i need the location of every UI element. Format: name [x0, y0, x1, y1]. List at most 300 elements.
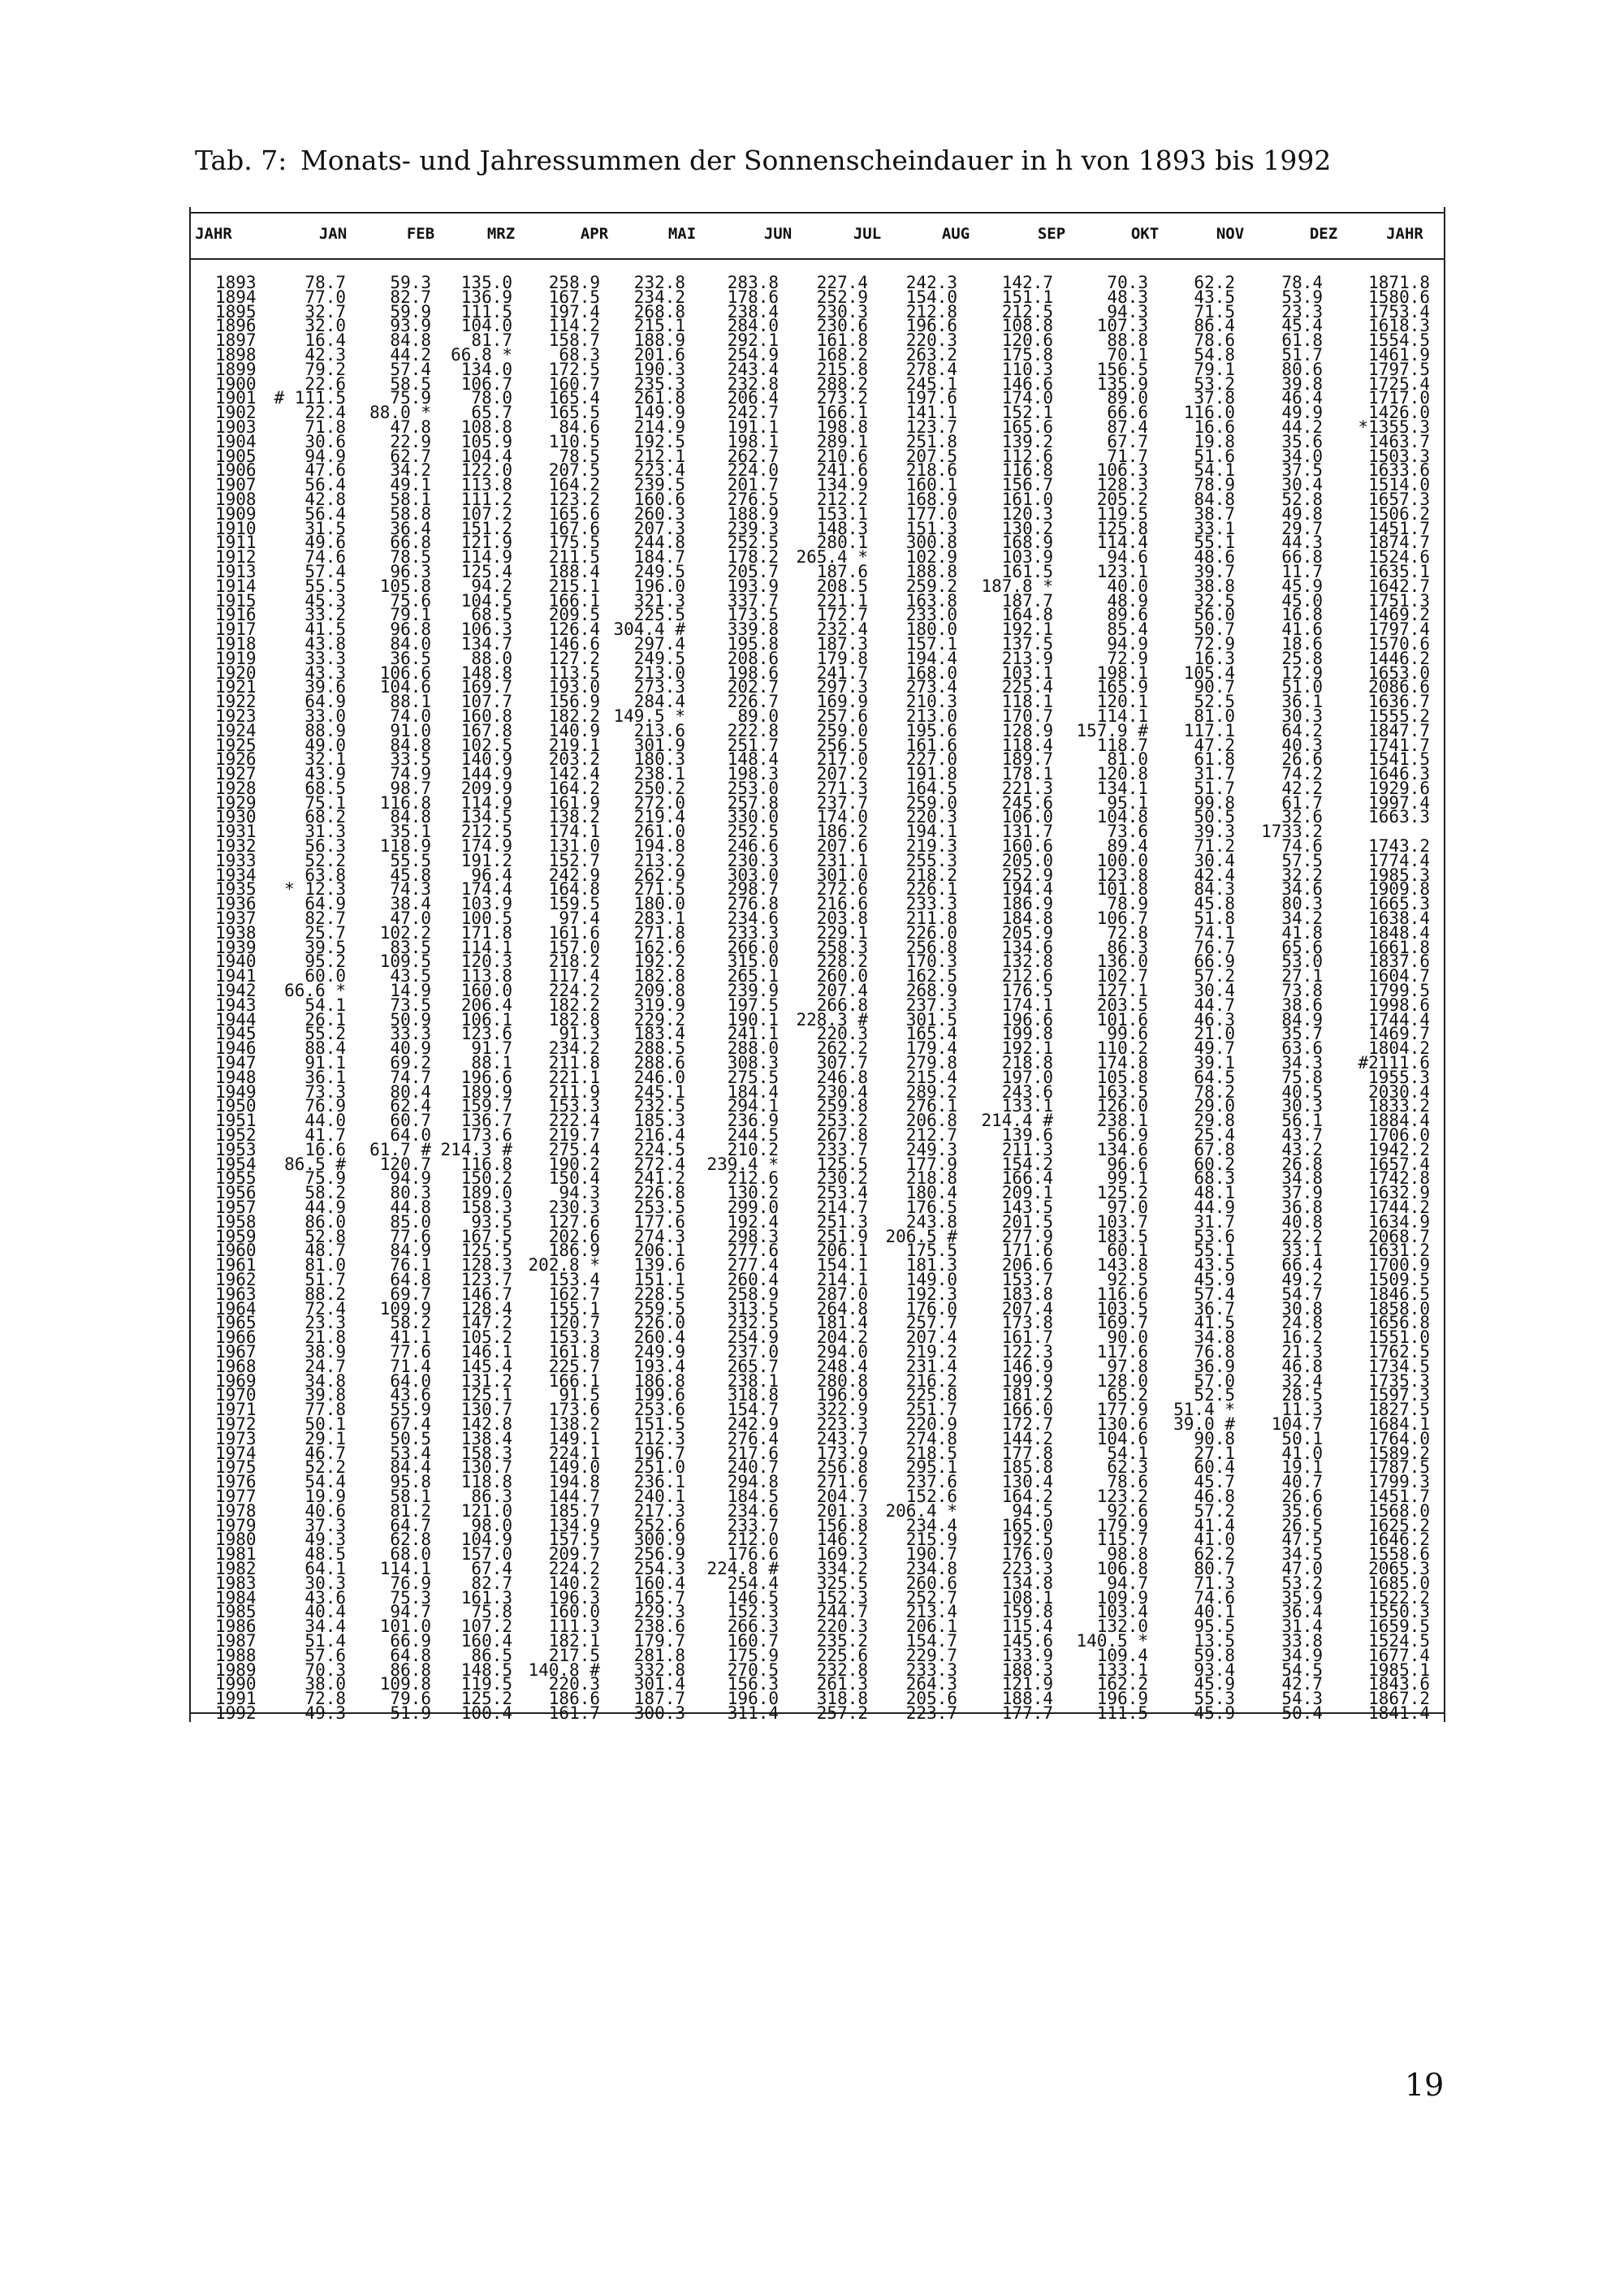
value-cell: 173.9: [816, 1443, 868, 1463]
value-cell: 90.8: [1194, 1428, 1235, 1448]
value-cell: 1787.5: [1368, 1457, 1430, 1478]
value-cell: 185.7: [548, 1500, 600, 1521]
value-cell: 275.5: [727, 1067, 779, 1087]
value-cell: 203.2: [548, 749, 600, 770]
value-cell: 146.6: [1001, 373, 1053, 394]
value-cell: 262.2: [816, 1038, 868, 1059]
value-cell: 117.4: [548, 966, 600, 986]
value-cell: 41.7: [304, 1125, 346, 1146]
value-cell: 110.5: [548, 431, 600, 451]
value-cell: 280.8: [816, 1370, 868, 1391]
value-cell: 303.0: [727, 865, 779, 885]
value-cell: 1446.2: [1368, 648, 1430, 668]
year-cell: 1943: [215, 995, 257, 1015]
value-cell: 283.8: [727, 273, 779, 292]
value-cell: 227.4: [816, 273, 868, 292]
value-cell: 67.4: [390, 1414, 431, 1434]
value-cell: 165.4: [548, 388, 600, 408]
value-cell: 1799.5: [1368, 981, 1430, 1001]
value-cell: 173.6: [548, 1400, 600, 1420]
value-cell: 174.0: [816, 807, 868, 827]
value-cell: 150.4: [548, 1168, 600, 1189]
value-cell: 1469.7: [1368, 1024, 1430, 1044]
value-cell: 127.2: [548, 648, 600, 668]
value-cell: 123.1: [1096, 561, 1148, 581]
value-cell: 186.8: [633, 1370, 685, 1391]
value-cell: 88.8: [1107, 330, 1148, 351]
value-cell: 69.7: [390, 1284, 431, 1304]
value-cell: 44.0: [304, 1111, 346, 1131]
value-cell: 12.9: [1281, 663, 1323, 683]
year-cell: 1979: [215, 1515, 257, 1535]
value-cell: 158.7: [548, 330, 600, 351]
value-cell: 211.3: [1001, 1139, 1053, 1159]
value-cell: 192.1: [1001, 619, 1053, 640]
value-cell: 179.8: [816, 648, 868, 668]
value-cell: 71.3: [1194, 1573, 1235, 1593]
value-cell: 118.8: [460, 1472, 512, 1492]
value-cell: 167.6: [548, 518, 600, 538]
year-cell: 1937: [215, 909, 257, 929]
value-cell: 40.9: [390, 1038, 431, 1059]
value-cell: 117.6: [1096, 1341, 1148, 1362]
value-cell: 179.4: [905, 1038, 957, 1059]
value-cell: 22.2: [1281, 1226, 1323, 1246]
value-cell: 125.8: [1096, 518, 1148, 538]
value-cell: 160.4: [633, 1573, 685, 1593]
value-cell: 51.7: [304, 1269, 346, 1289]
value-cell: 162.2: [1096, 1674, 1148, 1694]
value-cell: 198.1: [1096, 663, 1148, 683]
value-cell: 45.9: [1194, 1269, 1235, 1289]
value-cell: 233.0: [905, 605, 957, 625]
value-cell: 94.7: [1107, 1573, 1148, 1593]
value-cell: 194.1: [905, 822, 957, 842]
value-cell: 35.6: [1281, 431, 1323, 451]
value-cell: 1985.3: [1368, 865, 1430, 885]
year-cell: 1934: [215, 865, 257, 885]
value-cell: 202.8 *: [528, 1255, 600, 1275]
value-cell: 206.4: [460, 995, 512, 1015]
value-cell: 168.9: [1001, 533, 1053, 553]
value-cell: 31.7: [1194, 764, 1235, 784]
year-cell: 1953: [215, 1139, 257, 1159]
value-cell: 120.6: [1001, 330, 1053, 351]
value-cell: 36.9: [1194, 1356, 1235, 1376]
value-cell: 198.8: [816, 417, 868, 437]
caption-title: Monats- und Jahressummen der Sonnenscheindauer in h von 1893 bis 1992: [300, 145, 1332, 176]
value-cell: 168.0: [905, 663, 957, 683]
value-cell: 221.1: [548, 1067, 600, 1087]
value-cell: 209.7: [548, 1544, 600, 1565]
value-cell: 125.1: [460, 1385, 512, 1405]
value-cell: 1858.0: [1368, 1298, 1430, 1319]
value-cell: 39.7: [1194, 561, 1235, 581]
value-cell: 300.9: [633, 1530, 685, 1550]
value-cell: 1867.2: [1368, 1689, 1430, 1709]
value-cell: 148.8: [460, 663, 512, 683]
value-cell: 213.4: [905, 1602, 957, 1622]
value-cell: 101.8: [1096, 879, 1148, 900]
value-cell: 51.4 *: [1173, 1400, 1235, 1420]
value-cell: 58.1: [390, 489, 431, 509]
value-cell: 223.7: [905, 1703, 957, 1723]
value-cell: 74.0: [390, 706, 431, 726]
value-cell: 171.6: [1001, 1241, 1053, 1261]
column-header-jahr: JAHR: [195, 225, 232, 243]
value-cell: 207.4: [905, 1327, 957, 1348]
value-cell: 204.2: [816, 1327, 868, 1348]
value-cell: 70.1: [1107, 344, 1148, 365]
value-cell: 47.0: [1281, 1558, 1323, 1578]
value-cell: 1841.4: [1368, 1703, 1430, 1723]
value-cell: 221.1: [816, 590, 868, 611]
value-cell: 76.9: [390, 1573, 431, 1593]
value-cell: 56.9: [1107, 1125, 1148, 1146]
value-cell: 252.9: [1001, 865, 1053, 885]
value-cell: 229.7: [905, 1645, 957, 1665]
value-cell: 238.1: [633, 764, 685, 784]
year-cell: 1927: [215, 764, 257, 784]
value-cell: 78.0: [471, 388, 512, 408]
value-cell: 234.4: [905, 1515, 957, 1535]
value-cell: 145.4: [460, 1356, 512, 1376]
value-cell: 1846.5: [1368, 1284, 1430, 1304]
value-cell: 1871.8: [1368, 273, 1430, 292]
value-cell: 230.4: [816, 1081, 868, 1102]
column-header-okt: OKT: [1130, 225, 1160, 243]
value-cell: 51.7: [1194, 778, 1235, 798]
value-cell: 97.0: [1107, 1198, 1148, 1217]
value-cell: 95.8: [390, 1472, 431, 1492]
value-cell: 1797.5: [1368, 359, 1430, 379]
year-cell: 1958: [215, 1211, 257, 1232]
value-cell: 120.3: [460, 952, 512, 972]
value-cell: 113.8: [460, 966, 512, 986]
value-cell: 111.3: [548, 1616, 600, 1637]
value-cell: 149.0: [548, 1457, 600, 1478]
value-cell: 50.5: [390, 1428, 431, 1448]
value-cell: 64.9: [304, 894, 346, 914]
value-cell: 232.5: [633, 1096, 685, 1116]
value-cell: 152.6: [905, 1486, 957, 1506]
value-cell: 160.7: [548, 373, 600, 394]
year-cell: 1911: [215, 533, 257, 553]
year-cell: 1920: [215, 663, 257, 683]
value-cell: 142.4: [548, 764, 600, 784]
value-cell: 153.3: [548, 1096, 600, 1116]
value-cell: 237.6: [905, 1472, 957, 1492]
value-cell: 256.8: [816, 1457, 868, 1478]
value-cell: 105.8: [1096, 1067, 1148, 1087]
value-cell: 226.0: [633, 1313, 685, 1333]
value-cell: 1618.3: [1368, 316, 1430, 336]
value-cell: 49.7: [1194, 1038, 1235, 1059]
value-cell: 173.6: [460, 1125, 512, 1146]
value-cell: 77.8: [304, 1400, 346, 1420]
year-cell: 1909: [215, 503, 257, 524]
value-cell: 251.3: [816, 1211, 868, 1232]
value-cell: 49.2: [1281, 1269, 1323, 1289]
value-cell: 213.9: [1001, 648, 1053, 668]
value-cell: 81.2: [390, 1500, 431, 1521]
value-cell: 82.7: [471, 1573, 512, 1593]
value-cell: 75.8: [1281, 1067, 1323, 1087]
value-cell: 165.9: [1096, 677, 1148, 697]
value-cell: 74.6: [304, 547, 346, 568]
value-cell: 143.8: [1096, 1255, 1148, 1275]
value-cell: 131.7: [1001, 822, 1053, 842]
value-cell: 100.0: [1096, 850, 1148, 870]
value-cell: 188.3: [1001, 1660, 1053, 1680]
year-cell: 1988: [215, 1645, 257, 1665]
value-cell: 264.8: [816, 1298, 868, 1319]
year-cell: 1933: [215, 850, 257, 870]
value-cell: 22.4: [304, 403, 346, 423]
value-cell: 178.6: [727, 287, 779, 307]
value-cell: 126.4: [548, 619, 600, 640]
value-cell: 114.1: [1096, 706, 1148, 726]
year-cell: 1990: [215, 1674, 257, 1694]
value-cell: 34.8: [1281, 1168, 1323, 1189]
value-cell: 99.6: [1107, 1024, 1148, 1044]
value-cell: 339.8: [727, 619, 779, 640]
value-cell: 37.9: [1281, 1183, 1323, 1203]
value-cell: 220.3: [816, 1024, 868, 1044]
value-cell: 106.8: [1096, 1558, 1148, 1578]
value-cell: 62.2: [1194, 1544, 1235, 1565]
value-cell: 32.1: [304, 749, 346, 770]
value-cell: 61.7 #: [369, 1139, 431, 1159]
value-cell: 202.7: [727, 677, 779, 697]
year-cell: 1940: [215, 952, 257, 972]
value-cell: 164.2: [548, 475, 600, 495]
value-cell: 53.2: [1281, 1573, 1323, 1593]
value-cell: 260.3: [633, 503, 685, 524]
value-cell: 116.8: [379, 792, 431, 813]
value-cell: 178.1: [1001, 764, 1053, 784]
value-cell: 21.0: [1194, 1024, 1235, 1044]
value-cell: 161.7: [548, 1703, 600, 1723]
value-cell: 272.4: [633, 1154, 685, 1174]
value-cell: 61.8: [1281, 330, 1323, 351]
year-cell: 1962: [215, 1269, 257, 1289]
value-cell: 256.9: [633, 1544, 685, 1565]
value-cell: 104.5: [460, 590, 512, 611]
value-cell: 294.8: [727, 1472, 779, 1492]
value-cell: 64.2: [1281, 720, 1323, 740]
year-cell: 1918: [215, 633, 257, 654]
value-cell: 55.9: [390, 1400, 431, 1420]
value-cell: 179.9: [1096, 1515, 1148, 1535]
value-cell: 266.8: [816, 995, 868, 1015]
year-cell: 1972: [215, 1414, 257, 1434]
value-cell: 271.8: [633, 922, 685, 943]
column-header-jahr-total: JAHR: [1386, 225, 1423, 243]
value-cell: 86.5: [471, 1645, 512, 1665]
caption-label: Tab. 7:: [195, 145, 287, 176]
value-cell: 185.3: [633, 1111, 685, 1131]
value-cell: 134.9: [548, 1515, 600, 1535]
value-cell: 77.0: [304, 287, 346, 307]
value-cell: 193.9: [727, 576, 779, 596]
value-cell: 1717.0: [1368, 388, 1430, 408]
value-cell: 115.4: [1001, 1616, 1053, 1637]
value-cell: 58.8: [390, 503, 431, 524]
value-cell: 160.1: [905, 475, 957, 495]
value-cell: 26.5: [1281, 1515, 1323, 1535]
value-cell: 215.4: [905, 1067, 957, 1087]
value-cell: 244.7: [816, 1602, 868, 1622]
value-cell: 33.2: [304, 605, 346, 625]
value-cell: 60.7: [390, 1111, 431, 1131]
value-cell: 82.7: [304, 909, 346, 929]
value-cell: 72.8: [304, 1689, 346, 1709]
value-cell: 125.4: [460, 561, 512, 581]
value-cell: 18.6: [1281, 633, 1323, 654]
value-cell: 76.8: [1194, 1341, 1235, 1362]
value-cell: 61.8: [1194, 749, 1235, 770]
year-cell: 1980: [215, 1530, 257, 1550]
value-cell: 199.8: [1001, 1024, 1053, 1044]
value-cell: 1848.4: [1368, 922, 1430, 943]
value-cell: 207.6: [816, 836, 868, 857]
value-cell: 167.8: [460, 720, 512, 740]
value-cell: 158.3: [460, 1443, 512, 1463]
value-cell: 256.8: [905, 937, 957, 957]
value-cell: 40.3: [1281, 735, 1323, 755]
value-cell: 1642.7: [1368, 576, 1430, 596]
value-cell: 232.8: [633, 273, 685, 292]
value-cell: 66.9: [390, 1630, 431, 1651]
value-cell: 1635.1: [1368, 561, 1430, 581]
value-cell: 167.5: [460, 1226, 512, 1246]
value-cell: 224.0: [727, 460, 779, 481]
value-cell: 2068.7: [1368, 1226, 1430, 1246]
value-cell: 123.7: [905, 417, 957, 437]
value-cell: 180.0: [633, 894, 685, 914]
value-cell: 1509.5: [1368, 1269, 1430, 1289]
value-cell: 96.6: [1107, 1154, 1148, 1174]
year-cell: 1989: [215, 1660, 257, 1680]
value-cell: 214.9: [633, 417, 685, 437]
year-cell: 1978: [215, 1500, 257, 1521]
value-cell: 212.6: [1001, 966, 1053, 986]
value-cell: 16.8: [1281, 605, 1323, 625]
value-cell: 172.7: [816, 605, 868, 625]
value-cell: 98.0: [471, 1515, 512, 1535]
value-cell: 86.5 #: [284, 1154, 346, 1174]
value-cell: 74.6: [1194, 1587, 1235, 1608]
value-cell: 257.7: [905, 1313, 957, 1333]
value-cell: 175.5: [548, 533, 600, 553]
value-cell: 254.9: [727, 1327, 779, 1348]
value-cell: 66.4: [1281, 1255, 1323, 1275]
value-cell: 1665.3: [1368, 894, 1430, 914]
value-cell: 189.0: [460, 1183, 512, 1203]
value-cell: 85.0: [390, 1211, 431, 1232]
value-cell: 84.4: [390, 1457, 431, 1478]
value-cell: 57.5: [1281, 850, 1323, 870]
value-cell: 50.4: [1281, 1703, 1323, 1723]
value-cell: *1355.3: [1358, 417, 1430, 437]
value-cell: 195.6: [905, 720, 957, 740]
value-cell: 169.7: [460, 677, 512, 697]
value-cell: 44.9: [1194, 1198, 1235, 1217]
value-cell: 45.4: [1281, 316, 1323, 336]
value-cell: 184.4: [727, 1081, 779, 1102]
value-cell: 43.6: [390, 1385, 431, 1405]
value-cell: 98.8: [1107, 1544, 1148, 1565]
value-cell: 134.5: [460, 807, 512, 827]
value-cell: 196.7: [633, 1443, 685, 1463]
value-cell: 92.5: [1107, 1269, 1148, 1289]
value-cell: 1843.6: [1368, 1674, 1430, 1694]
value-cell: 213.0: [905, 706, 957, 726]
value-cell: 192.5: [633, 431, 685, 451]
value-cell: 55.3: [1194, 1689, 1235, 1709]
value-cell: 260.4: [727, 1269, 779, 1289]
value-cell: 42.8: [304, 489, 346, 509]
value-cell: 157.9 #: [1076, 720, 1148, 740]
value-cell: 1469.2: [1368, 605, 1430, 625]
value-cell: 1799.3: [1368, 1472, 1430, 1492]
value-cell: 76.9: [304, 1096, 346, 1116]
value-cell: 186.9: [1001, 894, 1053, 914]
value-cell: 199.6: [633, 1385, 685, 1405]
value-cell: 115.7: [1096, 1530, 1148, 1550]
value-cell: 21.8: [304, 1327, 346, 1348]
value-cell: 125.5: [460, 1241, 512, 1261]
value-cell: 218.8: [1001, 1053, 1053, 1073]
value-cell: 337.7: [727, 590, 779, 611]
value-cell: 243.6: [1001, 1081, 1053, 1102]
value-cell: 207.4: [1001, 1298, 1053, 1319]
value-cell: 152.1: [1001, 403, 1053, 423]
value-cell: 33.3: [304, 648, 346, 668]
value-cell: 230.2: [816, 1168, 868, 1189]
table-row: [191, 1703, 1444, 1723]
value-cell: 276.5: [727, 489, 779, 509]
column-header-jan: JAN: [318, 225, 348, 243]
value-cell: 57.2: [1194, 1500, 1235, 1521]
value-cell: 197.0: [1001, 1067, 1053, 1087]
value-cell: 123.2: [548, 489, 600, 509]
year-cell: 1894: [215, 287, 257, 307]
value-cell: 209.1: [1001, 1183, 1053, 1203]
value-cell: 80.3: [390, 1183, 431, 1203]
column-header-jun: JUN: [763, 225, 793, 243]
header-bottom-rule: [191, 258, 1444, 260]
value-cell: 32.6: [1281, 807, 1323, 827]
value-cell: 182.1: [548, 1630, 600, 1651]
value-cell: 179.7: [633, 1630, 685, 1651]
value-cell: 49.9: [1281, 403, 1323, 423]
value-cell: 64.9: [304, 692, 346, 712]
value-cell: 34.6: [1281, 879, 1323, 900]
year-cell: 1984: [215, 1587, 257, 1608]
value-cell: 301.9: [633, 735, 685, 755]
value-cell: 74.6: [1281, 836, 1323, 857]
value-cell: 160.8: [460, 706, 512, 726]
value-cell: 176.0: [1001, 1544, 1053, 1565]
year-cell: 1975: [215, 1457, 257, 1478]
value-cell: 209.9: [460, 778, 512, 798]
value-cell: 73.6: [1107, 822, 1148, 842]
value-cell: 25.4: [1194, 1125, 1235, 1146]
value-cell: 289.2: [905, 1081, 957, 1102]
value-cell: 108.8: [1001, 316, 1053, 336]
